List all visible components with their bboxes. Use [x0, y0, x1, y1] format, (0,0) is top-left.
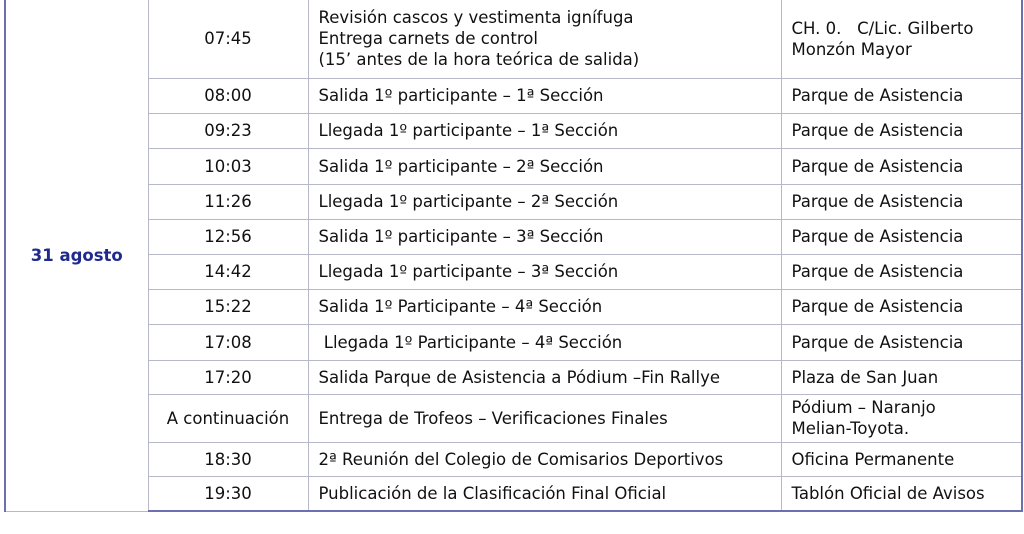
activity-line: Salida 1º participante – 1ª Sección [318, 86, 604, 105]
activity-line: Salida 1º participante – 3ª Sección [318, 227, 604, 246]
time-cell: A continuación [148, 394, 308, 442]
time-cell: 08:00 [148, 78, 308, 113]
location-line: Tablón Oficial de Avisos [791, 483, 985, 503]
time-cell: 17:08 [148, 324, 308, 360]
activity-cell [308, 0, 781, 78]
schedule-row [5, 360, 1022, 394]
activity-cell [308, 324, 781, 360]
schedule-body [5, 0, 1022, 511]
schedule-row [5, 78, 1022, 113]
schedule-row [5, 148, 1022, 184]
schedule-row [5, 476, 1022, 511]
time-cell: 12:56 [148, 219, 308, 254]
activity-cell [308, 360, 781, 394]
time-cell: 14:42 [148, 254, 308, 289]
schedule-row [5, 184, 1022, 219]
schedule-row [5, 254, 1022, 289]
schedule-table [4, 0, 1023, 512]
location-cell [781, 476, 1022, 511]
location-cell [781, 184, 1022, 219]
schedule-row [5, 324, 1022, 360]
location-cell [781, 254, 1022, 289]
activity-line: Entrega carnets de control [318, 29, 538, 49]
location-line: Plaza de San Juan [791, 367, 939, 387]
location-cell [781, 219, 1022, 254]
activity-cell [308, 476, 781, 511]
location-line: Parque de Asistencia [791, 227, 964, 246]
location-cell [781, 324, 1022, 360]
activity-cell [308, 254, 781, 289]
activity-line: Salida 1º participante – 2ª Sección [318, 156, 604, 176]
activity-cell [308, 184, 781, 219]
schedule-row [5, 289, 1022, 324]
activity-cell [308, 289, 781, 324]
location-line: Parque de Asistencia [791, 297, 964, 316]
activity-line: Salida Parque de Asistencia a Pódium –Fin Rallye [318, 367, 721, 387]
time-cell: 18:30 [148, 442, 308, 476]
time-cell: 10:03 [148, 148, 308, 184]
location-cell [781, 442, 1022, 476]
activity-cell [308, 394, 781, 442]
schedule-row [5, 442, 1022, 476]
location-line: Parque de Asistencia [791, 156, 964, 176]
activity-line: Entrega de Trofeos – Verificaciones Finales [318, 408, 668, 428]
activity-line: Publicación de la Clasificación Final Oficial [318, 483, 667, 503]
activity-cell [308, 78, 781, 113]
activity-line: Llegada 1º participante – 1ª Sección [318, 121, 619, 140]
time-cell: 15:22 [148, 289, 308, 324]
location-line: CH. 0. C/Lic. Gilberto [791, 18, 974, 38]
activity-line: Revisión cascos y vestimenta ignífuga [318, 8, 634, 28]
location-line: Oficina Permanente [791, 449, 955, 469]
activity-line: 2ª Reunión del Colegio de Comisarios Deportivos [318, 449, 724, 469]
activity-line: Llegada 1º Participante – 4ª Sección [318, 332, 623, 352]
activity-cell [308, 148, 781, 184]
time-cell: 17:20 [148, 360, 308, 394]
activity-line: Salida 1º Participante – 4ª Sección [318, 297, 603, 316]
activity-cell [308, 113, 781, 148]
schedule-row [5, 219, 1022, 254]
schedule-row [5, 113, 1022, 148]
location-cell [781, 113, 1022, 148]
location-cell [781, 0, 1022, 78]
activity-line: Llegada 1º participante – 2ª Sección [318, 192, 619, 211]
schedule-row [5, 0, 1022, 78]
location-line: Parque de Asistencia [791, 121, 964, 140]
location-line: Melian-Toyota. [791, 419, 910, 438]
time-cell: 11:26 [148, 184, 308, 219]
location-cell [781, 289, 1022, 324]
location-line: Parque de Asistencia [791, 192, 964, 211]
location-cell [781, 394, 1022, 442]
activity-cell [308, 442, 781, 476]
location-line: Monzón Mayor [791, 39, 912, 59]
time-cell: 09:23 [148, 113, 308, 148]
date-cell: 31 agosto [5, 0, 148, 511]
activity-cell [308, 219, 781, 254]
location-cell [781, 360, 1022, 394]
activity-line: (15’ antes de la hora teórica de salida) [318, 50, 640, 70]
location-cell [781, 148, 1022, 184]
location-line: Pódium – Naranjo [791, 398, 936, 417]
location-cell [781, 78, 1022, 113]
activity-line: Llegada 1º participante – 3ª Sección [318, 262, 619, 281]
location-line: Parque de Asistencia [791, 332, 964, 352]
schedule-row [5, 394, 1022, 442]
location-line: Parque de Asistencia [791, 262, 964, 281]
time-cell: 19:30 [148, 476, 308, 511]
time-cell: 07:45 [148, 0, 308, 78]
location-line: Parque de Asistencia [791, 86, 964, 105]
